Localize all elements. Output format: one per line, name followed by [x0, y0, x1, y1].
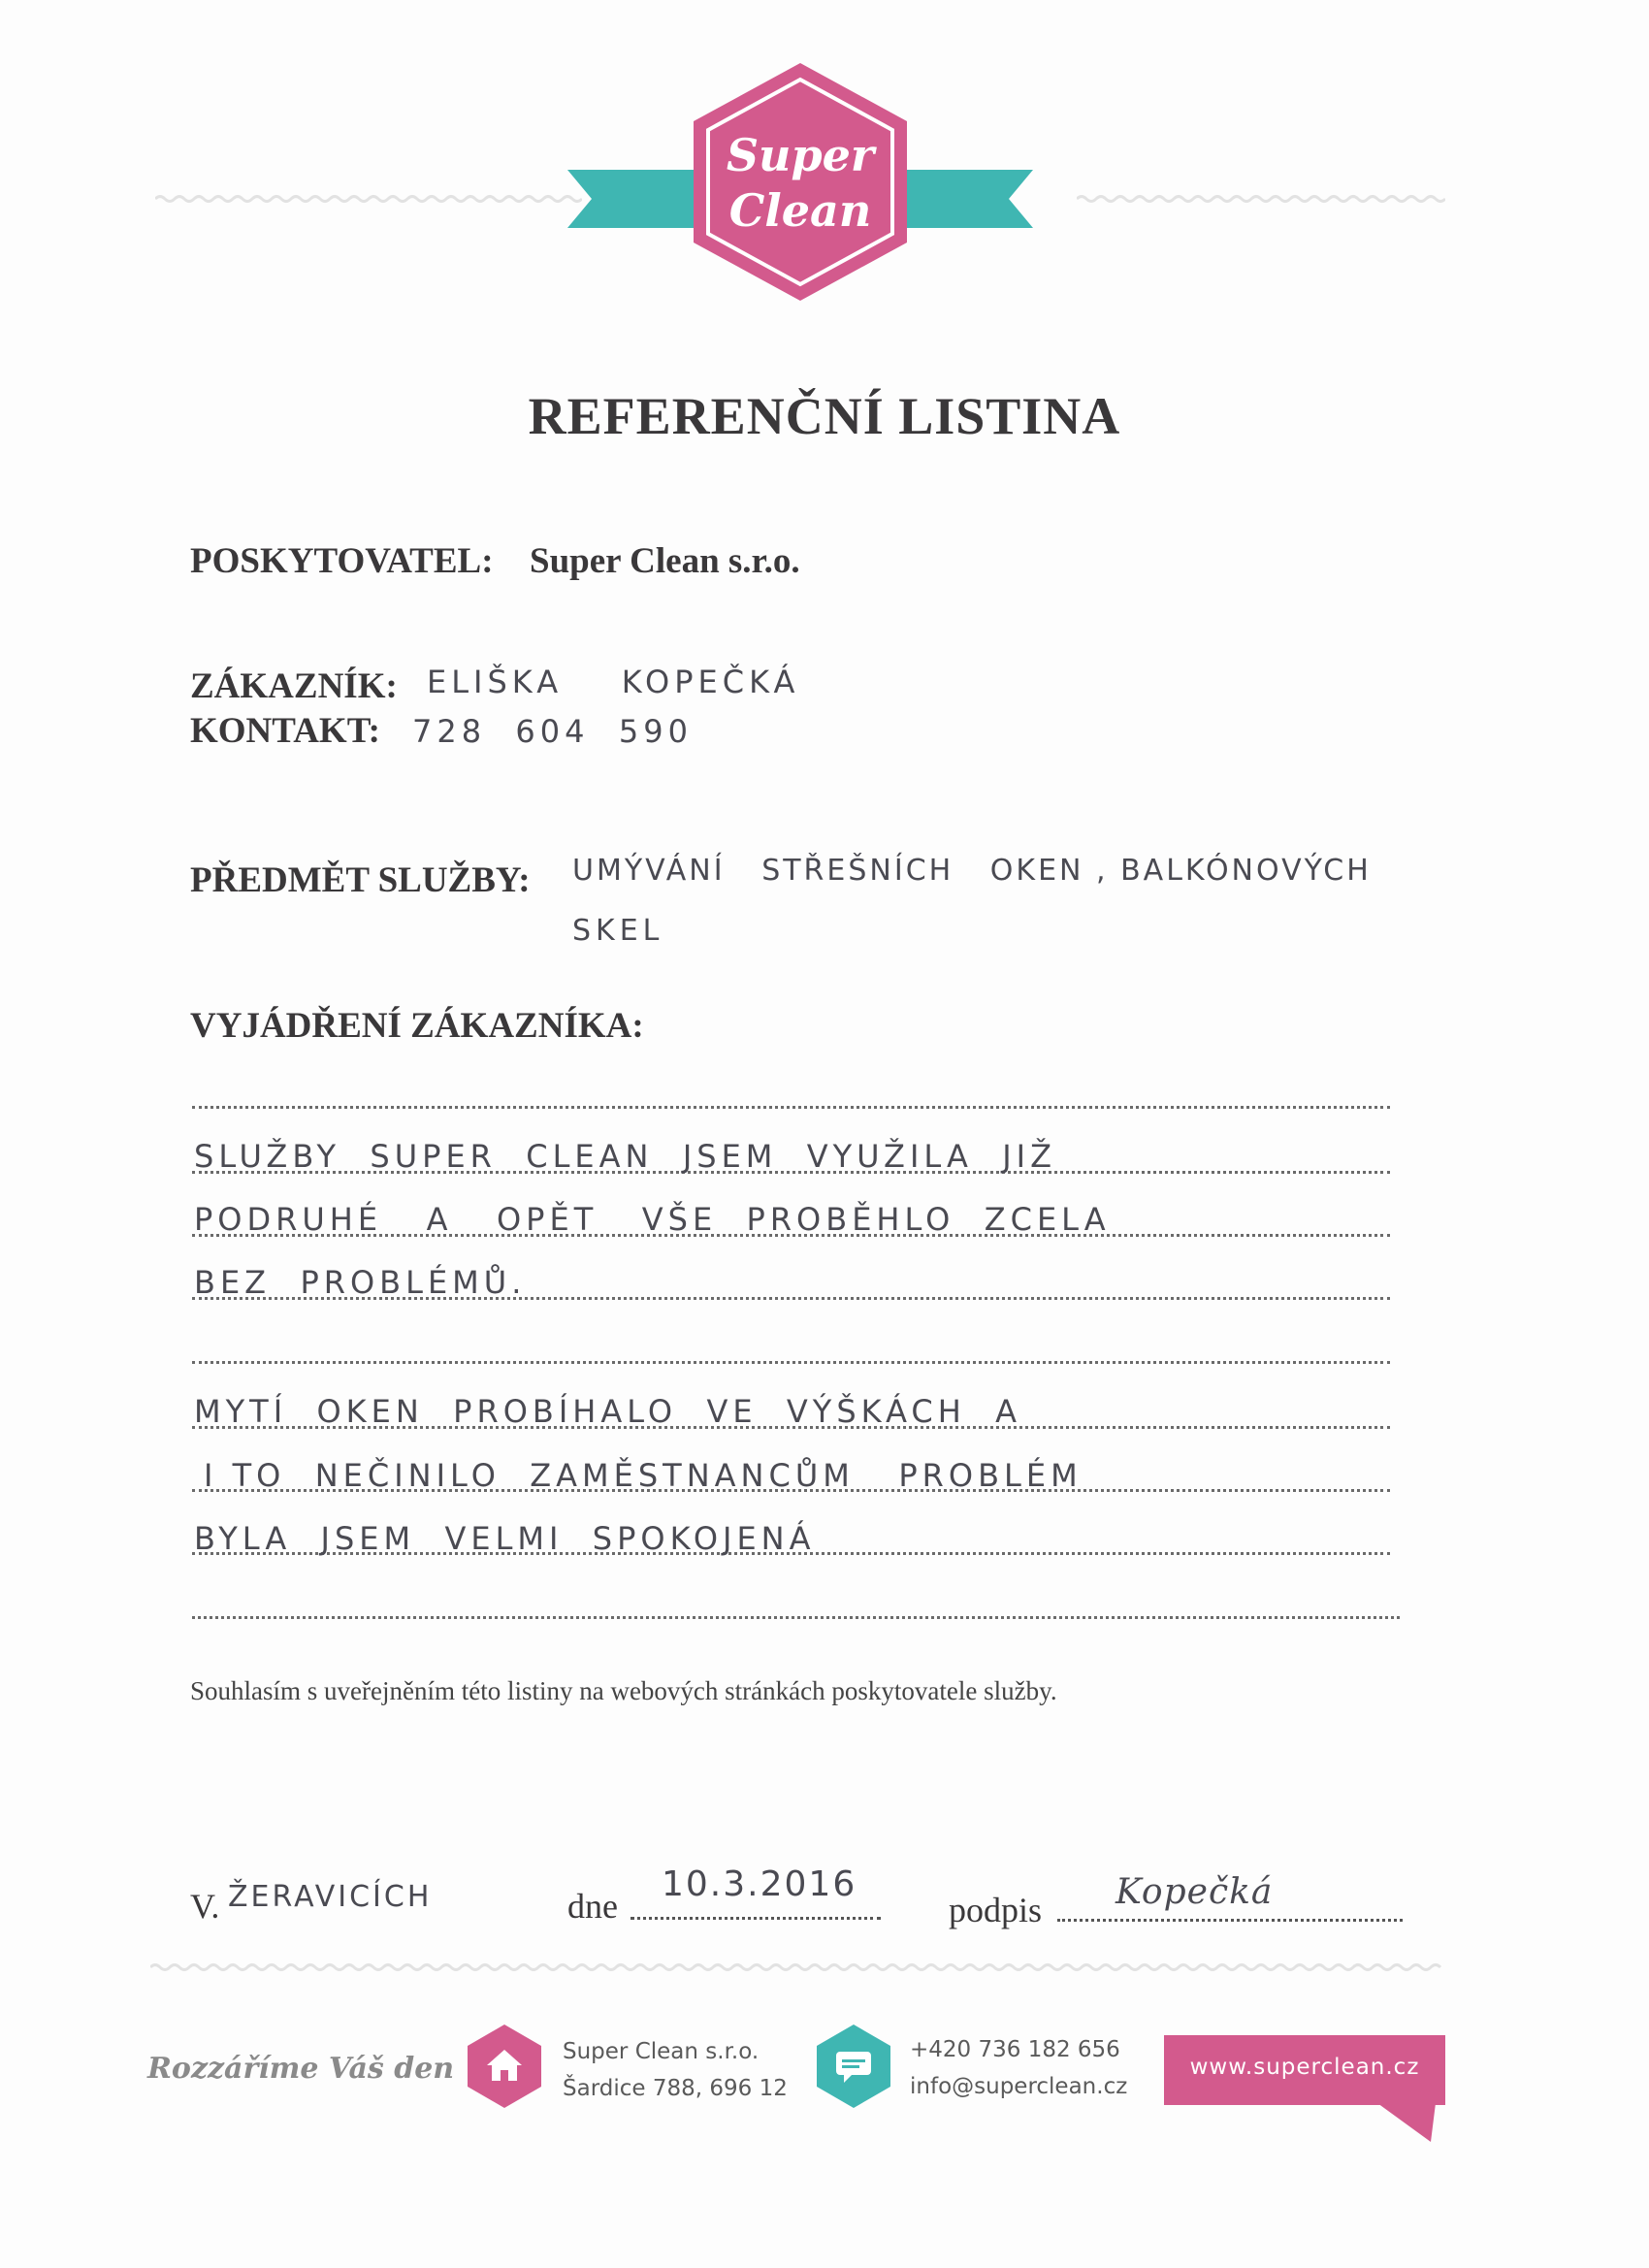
statement-line: PODRUHÉ A OPĚT VŠE PROBĚHLO ZCELA: [194, 1201, 1111, 1238]
customer-value: ELIŠKA KOPEČKÁ: [427, 664, 800, 700]
logo-text-clean: Clean: [728, 184, 872, 237]
provider-value: Super Clean s.r.o.: [530, 541, 800, 581]
customer-label: ZÁKAZNÍK:: [190, 666, 398, 706]
place-label: V.: [190, 1887, 220, 1926]
footer-email: info@superclean.cz: [910, 2074, 1128, 2099]
dotted-line: [192, 1106, 1390, 1109]
statement-line: SLUŽBY SUPER CLEAN JSEM VYUŽILA JIŽ: [194, 1138, 1056, 1175]
statement-line: BEZ PROBLÉMŮ.: [194, 1264, 527, 1301]
logo-text-super: Super: [726, 129, 875, 181]
statement-line: I TO NEČINILO ZAMĚSTNANCŮM PROBLÉM: [204, 1457, 1083, 1494]
dotted-line: [192, 1616, 1400, 1619]
signature-value: Kopečká: [1116, 1872, 1274, 1912]
consent-text: Souhlasím s uveřejněním této listiny na webových stránkách poskytovatele služby.: [190, 1676, 1057, 1705]
subject-line-1: UMÝVÁNÍ STŘEŠNÍCH OKEN , BALKÓNOVÝCH: [572, 854, 1372, 888]
website-badge-tail: [1377, 2103, 1436, 2142]
header-wavy-divider-right: [1077, 194, 1445, 204]
date-label: dne: [567, 1887, 618, 1926]
header-wavy-divider-left: [155, 194, 582, 204]
statement-label: VYJÁDŘENÍ ZÁKAZNÍKA:: [190, 1006, 644, 1046]
subject-label: PŘEDMĚT SLUŽBY:: [190, 860, 531, 900]
website-link[interactable]: www.superclean.cz: [1189, 2055, 1420, 2080]
date-dotted-line: [630, 1917, 881, 1920]
home-icon: [466, 2023, 543, 2110]
footer-address: Šardice 788, 696 12: [563, 2076, 788, 2101]
footer-slogan: Rozzáříme Váš den: [147, 2052, 455, 2086]
statement-line: MYTÍ OKEN PROBÍHALO VE VÝŠKÁCH A: [194, 1393, 1022, 1430]
place-value: ŽERAVICÍCH: [228, 1880, 433, 1914]
statement-line: BYLA JSEM VELMI SPOKOJENÁ: [194, 1520, 816, 1557]
chat-icon: [815, 2023, 892, 2110]
contact-value: 728 604 590: [412, 713, 693, 750]
footer-wavy-divider: [150, 1962, 1445, 1972]
contact-label: KONTAKT:: [190, 711, 380, 751]
footer-company: Super Clean s.r.o.: [563, 2039, 760, 2064]
signature-dotted-line: [1057, 1919, 1403, 1922]
dotted-line: [192, 1361, 1390, 1364]
provider-label: POSKYTOVATEL:: [190, 541, 494, 581]
signature-label: podpis: [949, 1891, 1043, 1929]
subject-line-2: SKEL: [572, 914, 664, 948]
document-title: REFERENČNÍ LISTINA: [528, 387, 1121, 445]
footer-phone: +420 736 182 656: [910, 2037, 1120, 2062]
date-value: 10.3.2016: [662, 1864, 857, 1904]
